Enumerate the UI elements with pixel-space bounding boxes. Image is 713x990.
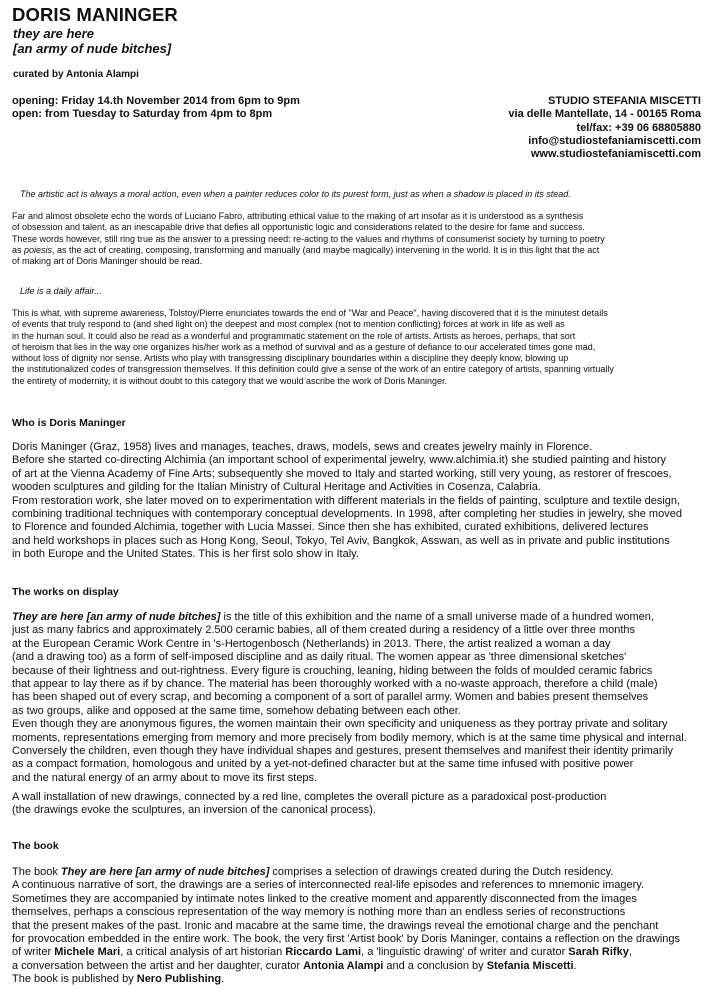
exhibition-title-bold: They are here [an army of nude bitches] [12, 611, 221, 623]
contributor-mari: Michele Mari [54, 946, 121, 959]
text-fragment: , [628, 946, 632, 959]
contributor-alampi: Antonia Alampi [303, 959, 384, 972]
contributor-rifky: Sarah Rifky [568, 946, 629, 959]
wall-line: (the drawings evoke the sculptures, an inversion of the canonical process). [12, 804, 376, 817]
studio-phone: tel/fax: +39 06 68805880 [576, 122, 701, 134]
text-fragment: of writer [12, 946, 55, 959]
publisher-name: Nero Publishing [136, 973, 222, 986]
intro-p1-line: of making art of Doris Maninger should be read. [12, 256, 203, 267]
text-fragment: . [221, 973, 225, 986]
book-line: for provocation embedded in the entire work. The book, the very first 'Artist book' by Doris Maninger, contains a reflection on the drawings [12, 933, 681, 946]
book-line-first [12, 866, 680, 879]
who-heading: Who is Doris Maninger [12, 417, 126, 429]
book-title-bold: They are here [an army of nude bitches] [60, 866, 270, 878]
text-fragment: . [573, 959, 577, 972]
works-line: because of their lightness and out-rightness. Every figure is crouching, leaning, hiding between the folds of moulded ceramic fabrics [12, 664, 653, 677]
intro-p1-line: of obsession and talent, as an inescapable drive that defies all opportunistic logic and considerations related to the desire for fame and success. [12, 222, 585, 233]
intro-p2-line: the institutionalized codes of transgression themselves. If this definition could give a sense of the work of an entire category of artists, spanning virtually [12, 364, 614, 375]
intro-p1-line: These words however, still ring true as the answer to a pressing need: re-acting to the values and rhythms of consumerist society by turning to poetry [12, 233, 605, 244]
intro-p1-line-poiesis [12, 245, 605, 256]
intro-p2-line: without loss of dignity nor sense. Artists who play with transgressing disciplinary boundaries within a discipline they deeply know, blowing up [12, 353, 569, 364]
works-line: at the European Ceramic Work Centre in 's-Hertogenbosch (Netherlands) in 2013. There, the artist realized a woman a day [12, 637, 611, 650]
book-line-contributors [12, 946, 680, 959]
intro-paragraph-1 [12, 211, 605, 267]
works-body [12, 611, 687, 785]
who-body [12, 441, 682, 562]
studio-name: STUDIO STEFANIA MISCETTI [548, 95, 701, 107]
who-line: of art at the Vienna Academy of Fine Arts; subsequently she moved to Italy and started working, still very young, as restorer of frescoes, [12, 467, 672, 480]
artist-title: DORIS MANINGER [12, 4, 178, 25]
intro-p2-line: the entirety of modernity, it is without doubt to this category that we would ascribe the work of Doris Maninger. [12, 375, 448, 386]
who-line: to Florence and founded Alchimia, together with Lucia Massei. Since then she has exhibited, curated exhibitions, delivered lectures [12, 521, 649, 534]
works-line: Even though they are anonymous figures, the women maintain their own specificity and uniqueness as they portray private and solitary [12, 718, 668, 731]
exhibition-subtitle-1: they are here [13, 26, 94, 41]
book-line: themselves, perhaps a conscious representation of the way memory is nothing more than an endless series of reconstructions [12, 906, 626, 919]
studio-email[interactable]: info@studiostefaniamiscetti.com [528, 135, 701, 147]
intro-p2-line: of heroism that lies in the way one organizes his/her work as a method of survival and as a gesture of defiance to our accelerated times gone mad, [12, 341, 596, 352]
poiesis-italic: poiesis [24, 244, 53, 255]
who-line: Before she started co-directing Alchimia (an important school of experimental jewelry, www.alchimia.it) she studied painting and history [12, 454, 666, 467]
studio-address: via delle Mantellate, 14 - 00165 Roma [508, 108, 701, 120]
works-line: as a compact formation, homologous and united by a yet-not-defined character but at the same time infused with positive power [12, 758, 634, 771]
text-fragment: The book [12, 866, 61, 878]
text-fragment: , a critical analysis of art historian [120, 946, 286, 959]
life-quote: Life is a daily affair... [20, 286, 102, 296]
works-heading: The works on display [12, 586, 119, 598]
intro-p1-line: Far and almost obsolete echo the words of Luciano Fabro, attributing ethical value to the making of art insofar as it is understood as a synthesis [12, 211, 584, 221]
text-fragment: The book is published by [12, 973, 137, 986]
book-body [12, 866, 680, 987]
who-line: Doris Maninger (Graz, 1958) lives and manages, teaches, draws, models, sews and creates jewelry mainly in Florence. [12, 441, 593, 453]
wall-line: A wall installation of new drawings, connected by a red line, completes the overall picture as a paradoxical post-production [12, 791, 607, 803]
works-line: just as many fabrics and approximately 2.500 ceramic babies, all of them created during a residency of a little over three months [12, 624, 636, 637]
opening-hours: open: from Tuesday to Saturday from 4pm to 8pm [12, 108, 273, 120]
intro-paragraph-2 [12, 308, 614, 387]
book-line: Sometimes they are accompanied by intimate notes linked to the creative moment and apparently disconnected from the images [12, 892, 637, 905]
who-line: in both Europe and the United States. This is her first solo show in Italy. [12, 548, 359, 561]
works-line: that appear to lay there as if by chance. The material has been thoroughly worked with a no-waste approach, therefore a child (male) [12, 678, 658, 691]
intro-p2-line: This is what, with supreme awareness, Tolstoy/Pierre enunciates towards the end of "War and Peace", having discovered that it is the minutest details [12, 308, 608, 318]
book-heading: The book [12, 840, 59, 852]
works-line: (and a drawing too) as a form of self-imposed discipline and as daily ritual. The women appear as 'three dimensional sketches' [12, 651, 627, 664]
contributor-lami: Riccardo Lami [285, 946, 362, 959]
works-line: Conversely the children, even though they have individual shapes and gestures, present themselves and manifest their identity primarily [12, 745, 673, 758]
who-line: wooden sculptures and gilding for the Italian Ministry of Cultural Heritage and Activities in Cosenza, Calabria. [12, 481, 541, 494]
wall-installation-paragraph [12, 791, 606, 818]
text-fragment: a conversation between the artist and her daughter, curator [12, 959, 304, 972]
who-line: From restoration work, she later moved on to experimentation with different materials in the fields of painting, sculpture and textile design, [12, 494, 681, 507]
opening-date: opening: Friday 14.th November 2014 from 6pm to 9pm [12, 95, 300, 107]
who-line: and held workshops in places such as Hong Kong, Seoul, Tokyo, Tel Aviv, Bangkok, Asswan, as well as in private and public institutions [12, 534, 670, 547]
text-fragment: and a conclusion by [383, 959, 487, 972]
fabro-quote: The artistic act is always a moral action, even when a painter reduces color to its purest form, just as when a shadow is placed in its stead. [20, 189, 571, 199]
curated-by: curated by Antonia Alampi [13, 69, 139, 80]
exhibition-subtitle-2: [an army of nude bitches] [13, 41, 172, 56]
book-line-publisher [12, 973, 680, 986]
text-fragment: , as the act of creating, composing, transforming and manually (and maybe magically) intervening in the world. It is in this light that the act [52, 244, 600, 255]
intro-p2-line: in the human soul. It could also be read as a wonderful and programmatic statement on the role of artists. Artists as heroes, perhaps, that sort [12, 330, 576, 341]
book-line: A continuous narrative of sort, the drawings are a series of interconnected real-life episodes and references to mnemonic imagery. [12, 879, 645, 892]
contributor-miscetti: Stefania Miscetti [486, 959, 574, 972]
text-fragment: comprises a selection of drawings created during the Dutch residency. [269, 866, 614, 878]
works-line: moments, representations emerging from memory and more precisely from bodily memory, which is at the same time physical and internal. [12, 731, 687, 744]
works-line: as two groups, alike and opposed at the same time, somehow debating between each other. [12, 704, 461, 717]
text-fragment: as [12, 244, 25, 255]
works-line: has been shaped out of every scrap, and becoming a component of a sort of parallel army. Women and babies present themselves [12, 691, 649, 704]
who-line: combining traditional techniques with contemporary conceptual developments. In 1998, after completing her studies in jewelry, she moved [12, 508, 682, 521]
works-line-first [12, 611, 687, 624]
book-line-conversation [12, 960, 680, 973]
text-fragment: is the title of this exhibition and the name of a small universe made of a hundred women, [220, 611, 654, 623]
text-fragment: , a 'linguistic drawing' of writer and curator [361, 946, 569, 959]
works-line: and the natural energy of an army about to move its first steps. [12, 771, 318, 784]
intro-p2-line: of events that truly respond to (and shed light on) the deepest and most complex (not to mention conflicting) forces at work in life as well as [12, 319, 565, 330]
book-line: that the present makes of the past. Ironic and macabre at the same time, the drawings reveal the emotional charge and the penchant [12, 919, 659, 932]
studio-website[interactable]: www.studiostefaniamiscetti.com [530, 148, 701, 160]
